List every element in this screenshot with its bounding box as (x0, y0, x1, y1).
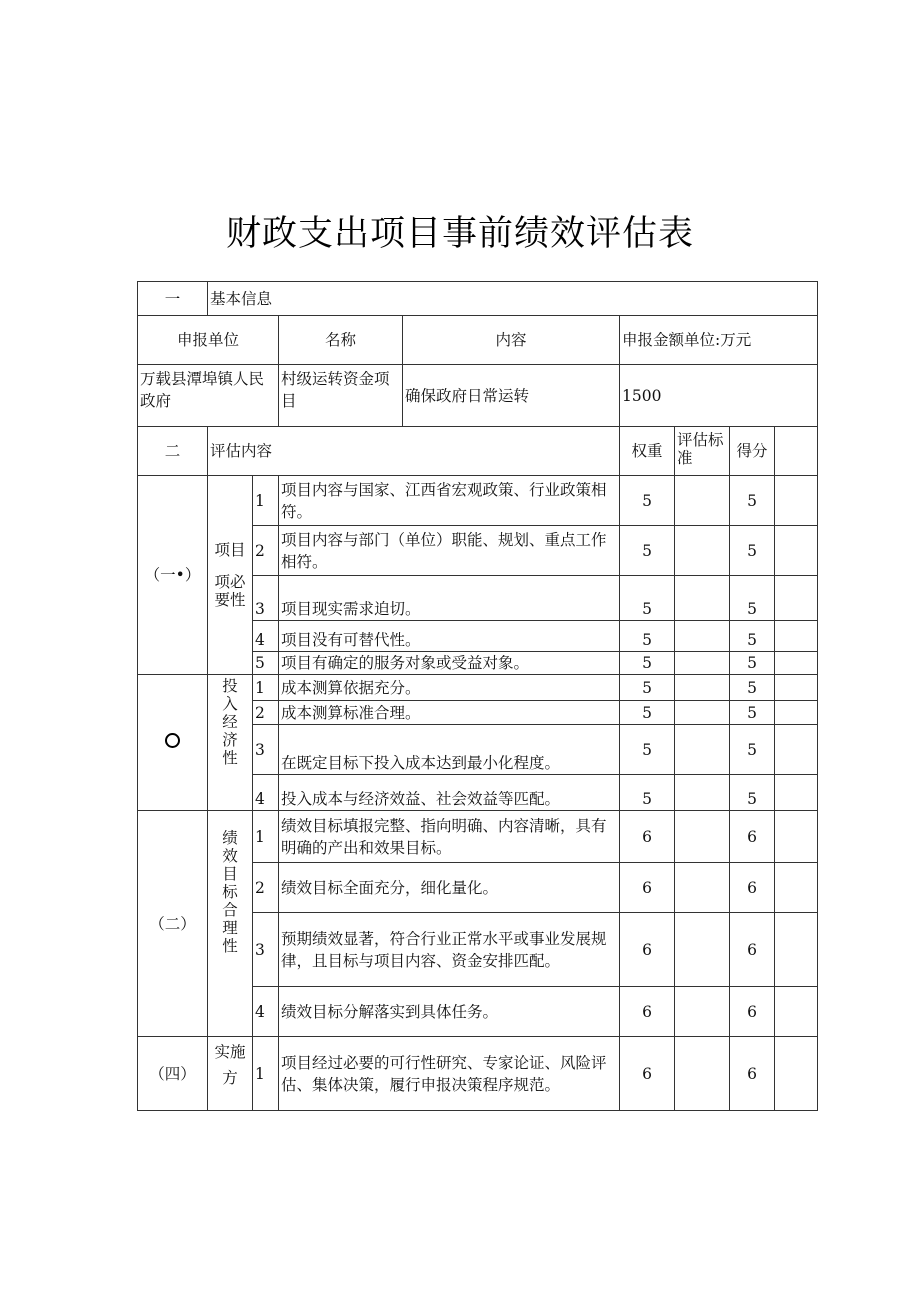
item-weight: 5 (620, 675, 675, 701)
evaluation-table (137, 281, 818, 1111)
item-standard (675, 725, 730, 775)
item-text: 项目现实需求迫切。 (279, 576, 620, 621)
item-number: 3 (253, 576, 279, 621)
item-text: 在既定目标下投入成本达到最小化程度。 (279, 725, 620, 775)
header-amount: 申报金额单位:万元 (620, 316, 818, 365)
empty-cell (775, 775, 818, 811)
header-content: 内容 (403, 316, 620, 365)
item-weight: 5 (620, 725, 675, 775)
item-text: 项目经过必要的可行性研究、专家论证、风险评估、集体决策，履行申报决策程序规范。 (279, 1037, 620, 1111)
item-weight: 5 (620, 701, 675, 725)
value-unit: 万载县潭埠镇人民政府 (138, 365, 279, 427)
item-standard (675, 913, 730, 987)
item-standard (675, 652, 730, 675)
item-weight: 6 (620, 987, 675, 1037)
item-score: 6 (730, 811, 775, 863)
item-number: 2 (253, 526, 279, 576)
item-text: 绩效目标全面充分，细化量化。 (279, 863, 620, 913)
header-unit: 申报单位 (138, 316, 279, 365)
item-weight: 5 (620, 526, 675, 576)
item-text: 成本测算依据充分。 (279, 675, 620, 701)
item-score: 5 (730, 701, 775, 725)
empty-cell (775, 621, 818, 652)
page-title: 财政支出项目事前绩效评估表 (225, 214, 694, 254)
item-standard (675, 576, 730, 621)
section-basic-info-row (138, 282, 818, 316)
header-score: 得分 (730, 427, 775, 476)
item-score: 5 (730, 675, 775, 701)
group-category: 投 入 经 济 性 (208, 675, 253, 811)
item-text: 项目内容与国家、江西省宏观政策、行业政策相符。 (279, 476, 620, 526)
group-category: 实施 方 (208, 1037, 253, 1111)
item-number: 4 (253, 775, 279, 811)
header-standard: 评估标准 (675, 427, 730, 476)
item-score: 5 (730, 476, 775, 526)
item-text: 项目内容与部门（单位）职能、规划、重点工作相符。 (279, 526, 620, 576)
header-weight: 权重 (620, 427, 675, 476)
empty-cell (775, 701, 818, 725)
section-label: 基本信息 (208, 282, 818, 316)
item-weight: 5 (620, 652, 675, 675)
item-number: 4 (253, 987, 279, 1037)
item-score: 6 (730, 1037, 775, 1111)
item-score: 6 (730, 863, 775, 913)
item-number: 1 (253, 811, 279, 863)
item-score: 6 (730, 913, 775, 987)
item-score: 5 (730, 621, 775, 652)
item-standard (675, 476, 730, 526)
item-number: 3 (253, 913, 279, 987)
table-row (138, 1037, 818, 1111)
empty-cell (775, 1037, 818, 1111)
table-row (138, 675, 818, 701)
item-text: 绩效目标分解落实到具体任务。 (279, 987, 620, 1037)
value-name: 村级运转资金项目 (279, 365, 403, 427)
item-weight: 6 (620, 1037, 675, 1111)
circle-symbol (165, 733, 180, 748)
empty-cell (775, 652, 818, 675)
value-content: 确保政府日常运转 (403, 365, 620, 427)
item-score: 5 (730, 576, 775, 621)
item-number: 3 (253, 725, 279, 775)
group-number: （一•） (138, 476, 208, 675)
item-weight: 6 (620, 863, 675, 913)
item-text: 投入成本与经济效益、社会效益等匹配。 (279, 775, 620, 811)
item-number: 2 (253, 863, 279, 913)
item-score: 6 (730, 987, 775, 1037)
section-label: 评估内容 (208, 427, 620, 476)
group-number: （四） (138, 1037, 208, 1111)
item-weight: 5 (620, 576, 675, 621)
group-number (138, 675, 208, 811)
item-standard (675, 701, 730, 725)
item-weight: 6 (620, 811, 675, 863)
item-weight: 5 (620, 775, 675, 811)
empty-cell (775, 476, 818, 526)
empty-cell (775, 576, 818, 621)
item-number: 2 (253, 701, 279, 725)
item-number: 1 (253, 675, 279, 701)
empty-cell (775, 526, 818, 576)
item-number: 1 (253, 476, 279, 526)
item-text: 预期绩效显著，符合行业正常水平或事业发展规律，且目标与项目内容、资金安排匹配。 (279, 913, 620, 987)
header-name: 名称 (279, 316, 403, 365)
item-standard (675, 1037, 730, 1111)
item-number: 4 (253, 621, 279, 652)
value-amount: 1500 (620, 365, 818, 427)
item-score: 5 (730, 526, 775, 576)
empty-cell (775, 811, 818, 863)
item-standard (675, 675, 730, 701)
empty-cell (775, 913, 818, 987)
item-text: 绩效目标填报完整、指向明确、内容清晰，具有明确的产出和效果目标。 (279, 811, 620, 863)
item-number: 5 (253, 652, 279, 675)
section-number: 二 (138, 427, 208, 476)
item-text: 成本测算标准合理。 (279, 701, 620, 725)
item-standard (675, 863, 730, 913)
item-weight: 5 (620, 621, 675, 652)
item-text: 项目没有可替代性。 (279, 621, 620, 652)
empty-cell (775, 863, 818, 913)
item-standard (675, 811, 730, 863)
group-number: （二） (138, 811, 208, 1037)
item-score: 5 (730, 775, 775, 811)
empty-cell (775, 427, 818, 476)
item-number: 1 (253, 1037, 279, 1111)
section-evaluation-row (138, 427, 818, 476)
item-score: 5 (730, 652, 775, 675)
table-row (138, 811, 818, 863)
group-category: 项目 项必 要性 (208, 476, 253, 675)
item-standard (675, 775, 730, 811)
item-weight: 6 (620, 913, 675, 987)
group-category: 绩 效 目 标 合 理 性 (208, 811, 253, 1037)
basic-info-value-row (138, 365, 818, 427)
empty-cell (775, 987, 818, 1037)
section-number: 一 (138, 282, 208, 316)
item-standard (675, 621, 730, 652)
empty-cell (775, 675, 818, 701)
empty-cell (775, 725, 818, 775)
item-weight: 5 (620, 476, 675, 526)
item-score: 5 (730, 725, 775, 775)
item-text: 项目有确定的服务对象或受益对象。 (279, 652, 620, 675)
basic-info-header-row (138, 316, 818, 365)
item-standard (675, 987, 730, 1037)
table-row (138, 476, 818, 526)
item-standard (675, 526, 730, 576)
